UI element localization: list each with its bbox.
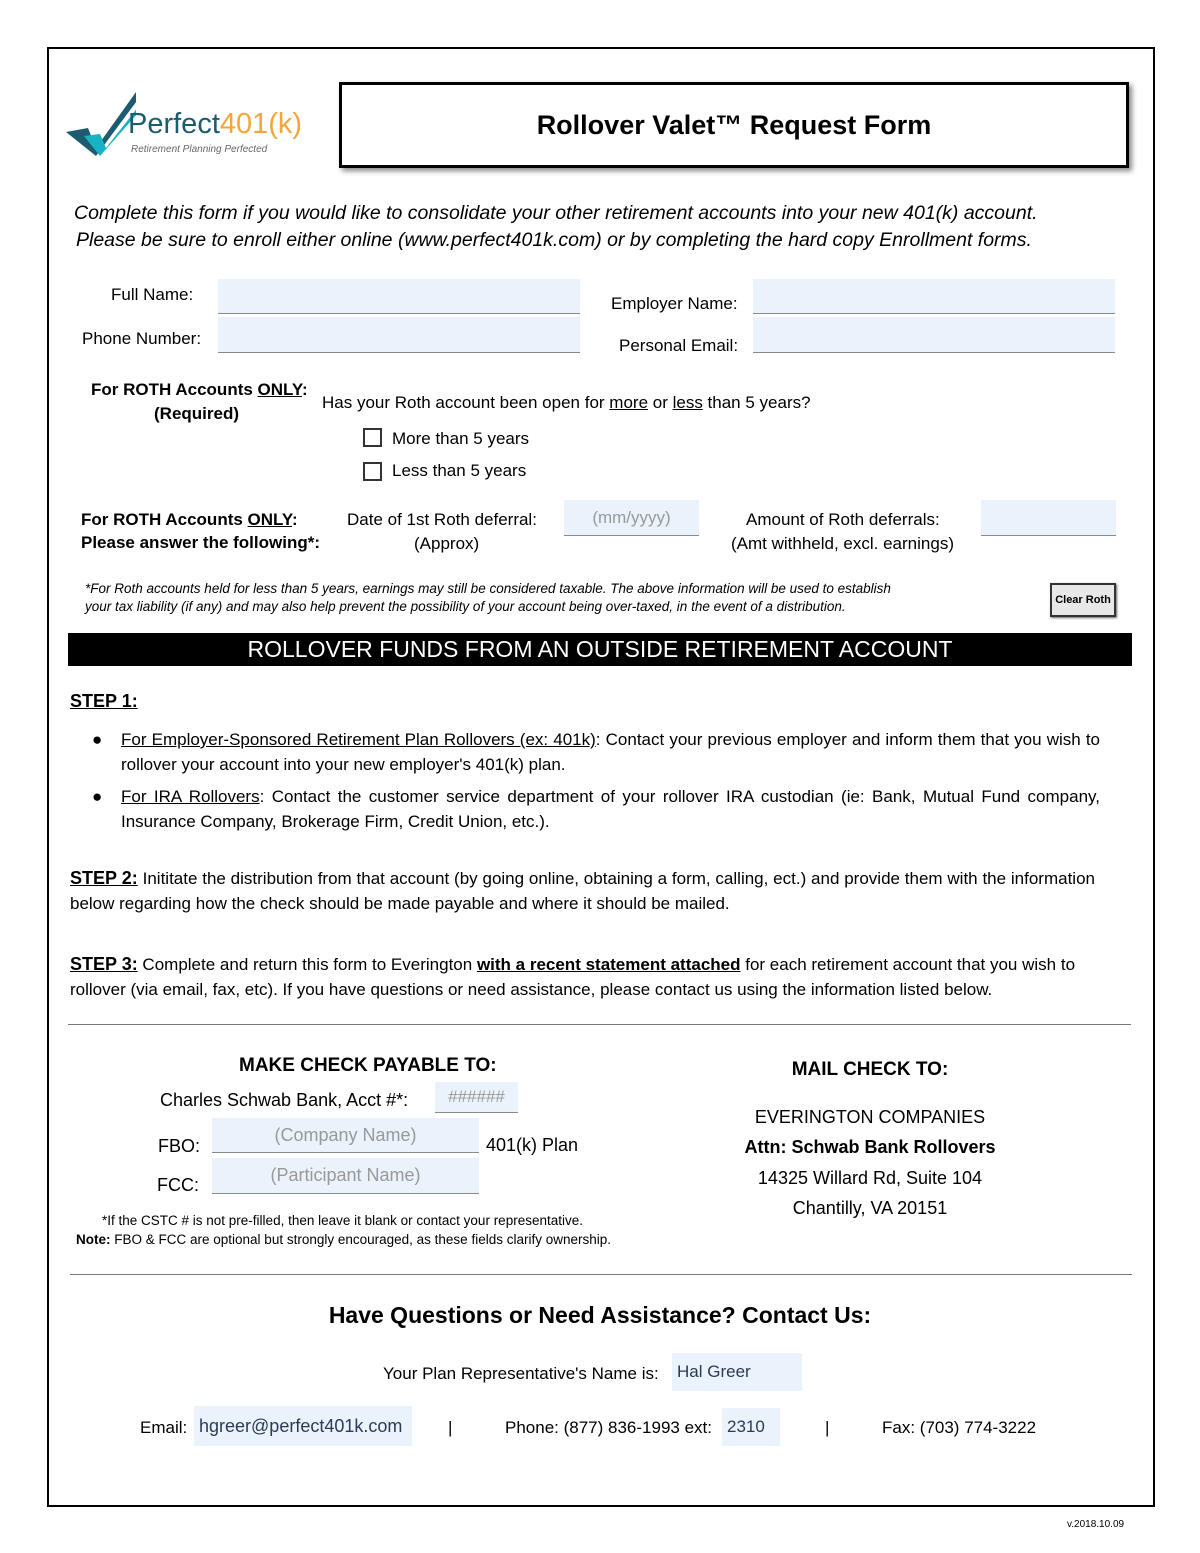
- rep-name-field[interactable]: Hal Greer: [672, 1353, 802, 1391]
- email-input[interactable]: [753, 317, 1115, 353]
- more-than-5-label: More than 5 years: [392, 429, 530, 448]
- payable-heading: MAKE CHECK PAYABLE TO:: [239, 1055, 497, 1076]
- plan-label: 401(k) Plan: [486, 1135, 579, 1155]
- roth-date-input[interactable]: (mm/yyyy): [564, 500, 699, 536]
- acct-input[interactable]: ######: [435, 1082, 518, 1113]
- approx-label: (Approx): [414, 534, 480, 553]
- less-than-5-checkbox[interactable]: [363, 462, 382, 481]
- fbo-input[interactable]: (Company Name): [212, 1118, 479, 1153]
- less-than-5-label: Less than 5 years: [392, 461, 527, 480]
- ext-field[interactable]: 2310: [722, 1408, 780, 1446]
- more-than-5-checkbox[interactable]: [363, 428, 382, 447]
- fcc-label: FCC:: [157, 1175, 199, 1195]
- page-border: [47, 47, 1155, 1507]
- phone-input[interactable]: [218, 317, 580, 353]
- step3: STEP 3: Complete and return this form to Everington with a recent statement attached for each retirement account that you wish to rollover (via email, fax, etc). If you have questions or need assistance, please contact us using the information listed below.: [70, 954, 1076, 999]
- mail-address: MAIL CHECK TO: EVERINGTON COMPANIES Attn: Schwab Bank Rollovers 14325 Willard Rd, Suite 104 Chantilly, VA 20151: [744, 1059, 996, 1218]
- form-title: Rollover Valet™ Request Form: [339, 82, 1129, 168]
- email-label: Personal Email:: [619, 336, 739, 355]
- intro-line-2: Please be sure to enroll either online (www.perfect401k.com) or by completing the hard copy Enrollment forms.: [76, 229, 1032, 251]
- step1-bullet-1: ● For Employer-Sponsored Retirement Plan Rollovers (ex: 401k): Contact your previous employer and inform them that you wish to rollover your account into your new employer's 401(k) plan.: [92, 730, 1100, 774]
- roth-label-2: For ROTH Accounts ONLY:: [81, 510, 298, 529]
- amount-label: Amount of Roth deferrals:: [746, 510, 940, 529]
- section-banner: ROLLOVER FUNDS FROM AN OUTSIDE RETIREMENT ACCOUNT: [68, 633, 1132, 666]
- roth-label-1: For ROTH Accounts ONLY:: [91, 380, 308, 399]
- amount-sub: (Amt withheld, excl. earnings): [731, 534, 954, 553]
- contact-heading: Have Questions or Need Assistance? Contact Us:: [328, 1302, 872, 1328]
- roth-sub: Please answer the following*:: [81, 533, 321, 552]
- roth-question: Has your Roth account been open for more or less than 5 years?: [322, 393, 811, 412]
- fbo-note: Note: FBO & FCC are optional but strongly encouraged, as these fields clarify ownership.: [76, 1232, 611, 1247]
- rep-email-field[interactable]: hgreer@perfect401k.com: [194, 1406, 412, 1446]
- checkmark-logo-icon: [66, 90, 136, 160]
- employer-input[interactable]: [753, 279, 1115, 314]
- step1-bullet-2: ● For IRA Rollovers: Contact the customer service department of your rollover IRA custodian (ie: Bank, Mutual Fund company, Insurance Company, Brokerage Firm, Credit Union, etc.).: [92, 787, 1100, 831]
- roth-note: *For Roth accounts held for less than 5 years, earnings may still be considered taxable. The above information will be used to establish your tax liability (if any) and may also help prevent the possibility of your account being over-taxed, in the event of a distribution.: [85, 581, 891, 614]
- date-label: Date of 1st Roth deferral:: [347, 510, 537, 529]
- full-name-label: Full Name:: [111, 285, 194, 304]
- logo: Perfect401(k) Retirement Planning Perfected: [66, 90, 326, 160]
- divider: [70, 1274, 1132, 1275]
- divider: [68, 1024, 1131, 1025]
- full-name-input[interactable]: [218, 279, 580, 314]
- acct-label: Charles Schwab Bank, Acct #*:: [160, 1090, 409, 1110]
- separator: |: [448, 1418, 453, 1437]
- rep-label: Your Plan Representative's Name is:: [383, 1364, 659, 1383]
- roth-required: (Required): [154, 404, 239, 423]
- clear-roth-button[interactable]: Clear Roth: [1050, 583, 1116, 617]
- fbo-label: FBO:: [158, 1136, 201, 1156]
- cstc-note: *If the CSTC # is not pre-filled, then leave it blank or contact your representative.: [102, 1213, 583, 1228]
- employer-label: Employer Name:: [611, 294, 738, 313]
- separator: |: [825, 1418, 830, 1437]
- phone-label: Phone Number:: [82, 329, 202, 348]
- step2: STEP 2: Inititate the distribution from that account (by going online, obtaining a form, calling, ect.) and provide them with the information below regarding how the check should be made payable and where it should be mailed.: [70, 868, 1095, 913]
- roth-amount-input[interactable]: [981, 500, 1116, 536]
- intro-line-1: Complete this form if you would like to consolidate your other retirement accounts into your new 401(k) account.: [74, 202, 1038, 224]
- step1-label: STEP 1:: [70, 691, 138, 711]
- phone-contact-label: Phone: (877) 836-1993 ext:: [505, 1418, 712, 1437]
- fax-text: Fax: (703) 774-3222: [882, 1418, 1037, 1437]
- version-label: v.2018.10.09: [1067, 1519, 1125, 1530]
- email-contact-label: Email:: [140, 1418, 188, 1437]
- fcc-input[interactable]: (Participant Name): [212, 1158, 479, 1194]
